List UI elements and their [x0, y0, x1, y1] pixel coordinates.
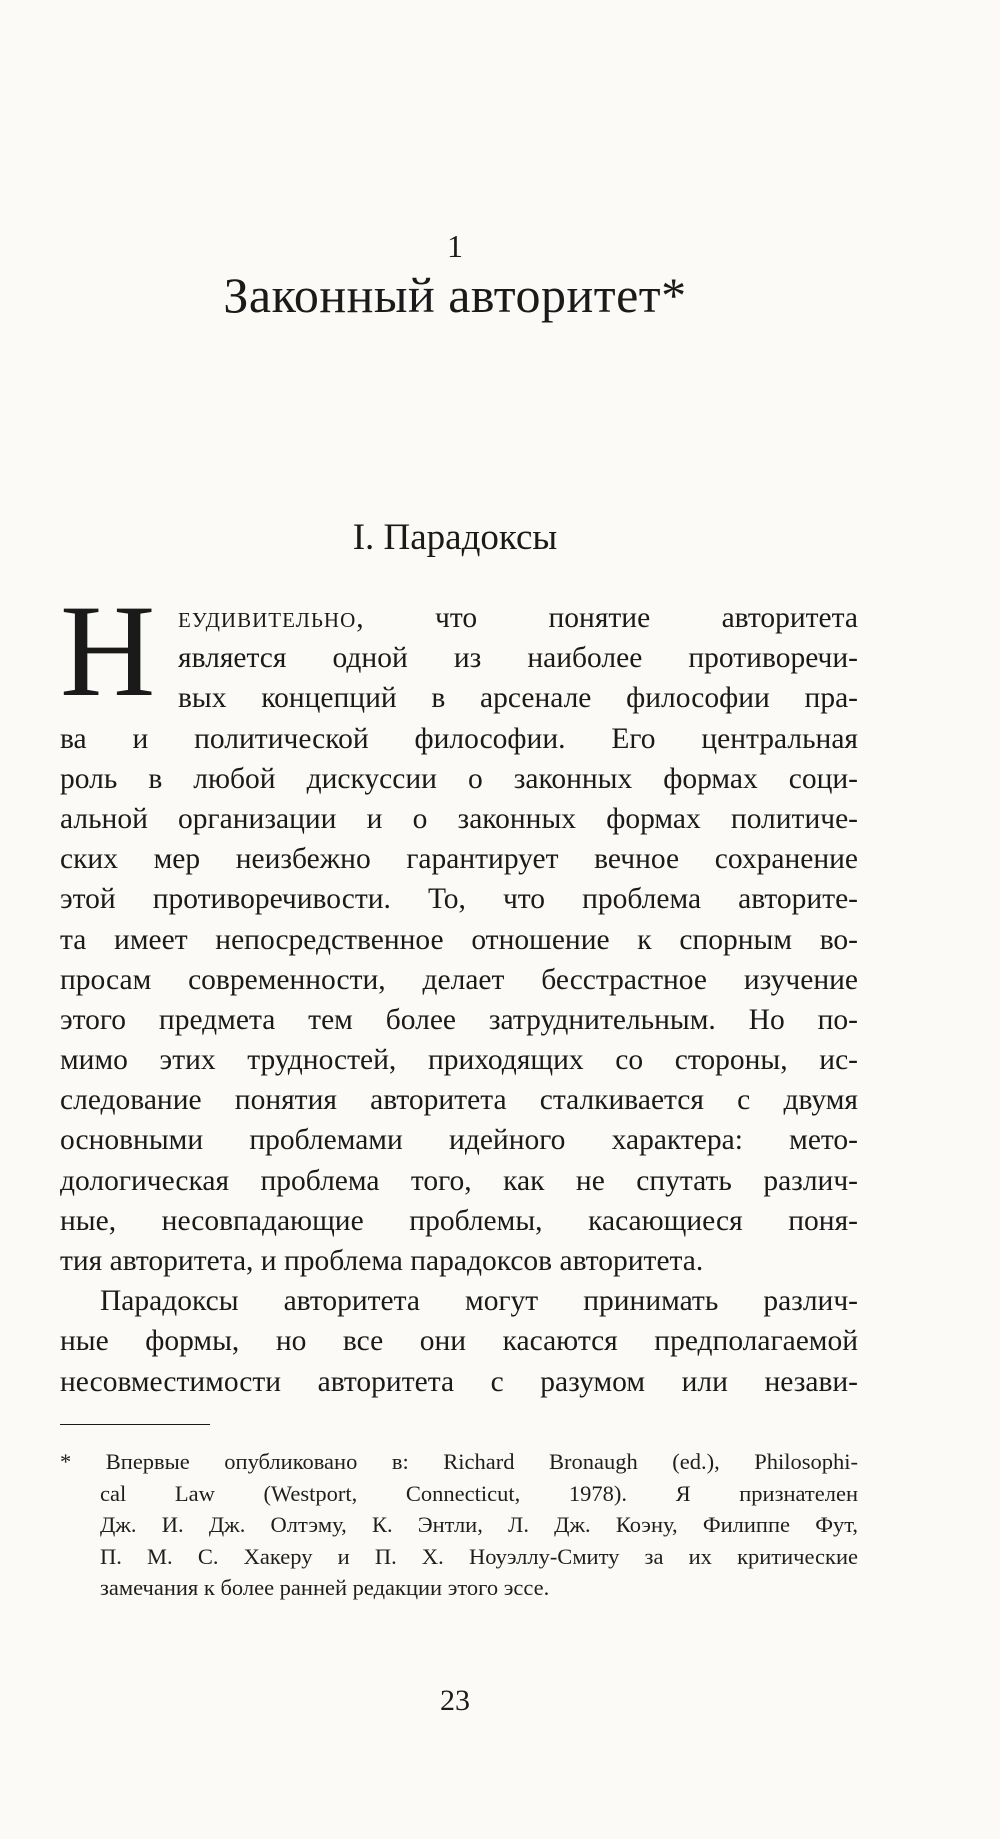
paragraph-line: дологическая проблема того, как не спутать различ-	[60, 1164, 858, 1197]
section-title: I. Парадоксы	[352, 517, 558, 558]
first-word: еудивительно	[178, 602, 357, 634]
paragraph-line: ные, несовпадающие проблемы, касающиеся поня-	[60, 1204, 858, 1237]
paragraph-line: этой противоречивости. То, что проблема авторите-	[60, 883, 858, 916]
footnote-line: Дж. И. Дж. Олтэму, К. Энтли, Л. Дж. Коэну, Филиппе Фут,	[100, 1512, 858, 1537]
paragraph-line: альной организации и о законных формах политиче-	[60, 802, 858, 835]
paragraph-line: Парадоксы авторитета могут принимать различ-	[100, 1285, 858, 1318]
drop-cap: Н	[60, 577, 156, 724]
footnote-divider	[60, 1424, 210, 1425]
paragraph-line: тия авторитета, и проблема парадоксов авторитета.	[60, 1245, 704, 1277]
paragraph-line: является одной из наиболее противоречи-	[178, 642, 858, 675]
footnote-line: П. М. С. Хакеру и П. Х. Ноуэллу-Смиту за их критические	[100, 1543, 858, 1569]
page-number: 23	[440, 1684, 470, 1717]
footnote-line: замечания к более ранней редакции этого эссе.	[100, 1575, 550, 1600]
paragraph-line: ских мер неизбежно гарантирует вечное сохранение	[60, 843, 858, 876]
chapter-title: Законный авторитет*	[223, 267, 687, 323]
paragraph-line: основными проблемами идейного характера: мето-	[60, 1124, 858, 1157]
paragraph-line: ва и политической философии. Его центральная	[60, 722, 858, 755]
footnote-line: cal Law (Westport, Connecticut, 1978). Я признателен	[100, 1480, 858, 1506]
chapter-number: 1	[447, 228, 463, 264]
paragraph-line: мимо этих трудностей, приходящих со стороны, ис-	[60, 1044, 858, 1077]
paragraph-line: еудивительно, что понятие авторитета	[178, 602, 858, 634]
footnote	[60, 1446, 858, 1604]
paragraph-line: ные формы, но все они касаются предполагаемой	[60, 1325, 858, 1358]
footnote-line: * Впервые опубликовано в: Richard Bronaugh (ed.), Philosophi-	[60, 1449, 858, 1474]
paragraph-line: следование понятия авторитета сталкивается с двумя	[60, 1084, 858, 1117]
paragraph-line: та имеет непосредственное отношение к спорным во-	[60, 923, 858, 956]
paragraph-line: просам современности, делает бесстрастное изучение	[60, 963, 858, 996]
paragraph-line: этого предмета тем более затруднительным. Но по-	[60, 1003, 858, 1036]
paragraph-line: роль в любой дискуссии о законных формах соци-	[60, 762, 858, 795]
paragraph-line: вых концепций в арсенале философии пра-	[178, 682, 858, 715]
body-text	[60, 598, 858, 1402]
paragraph-line: несовместимости авторитета с разумом или незави-	[60, 1365, 858, 1398]
